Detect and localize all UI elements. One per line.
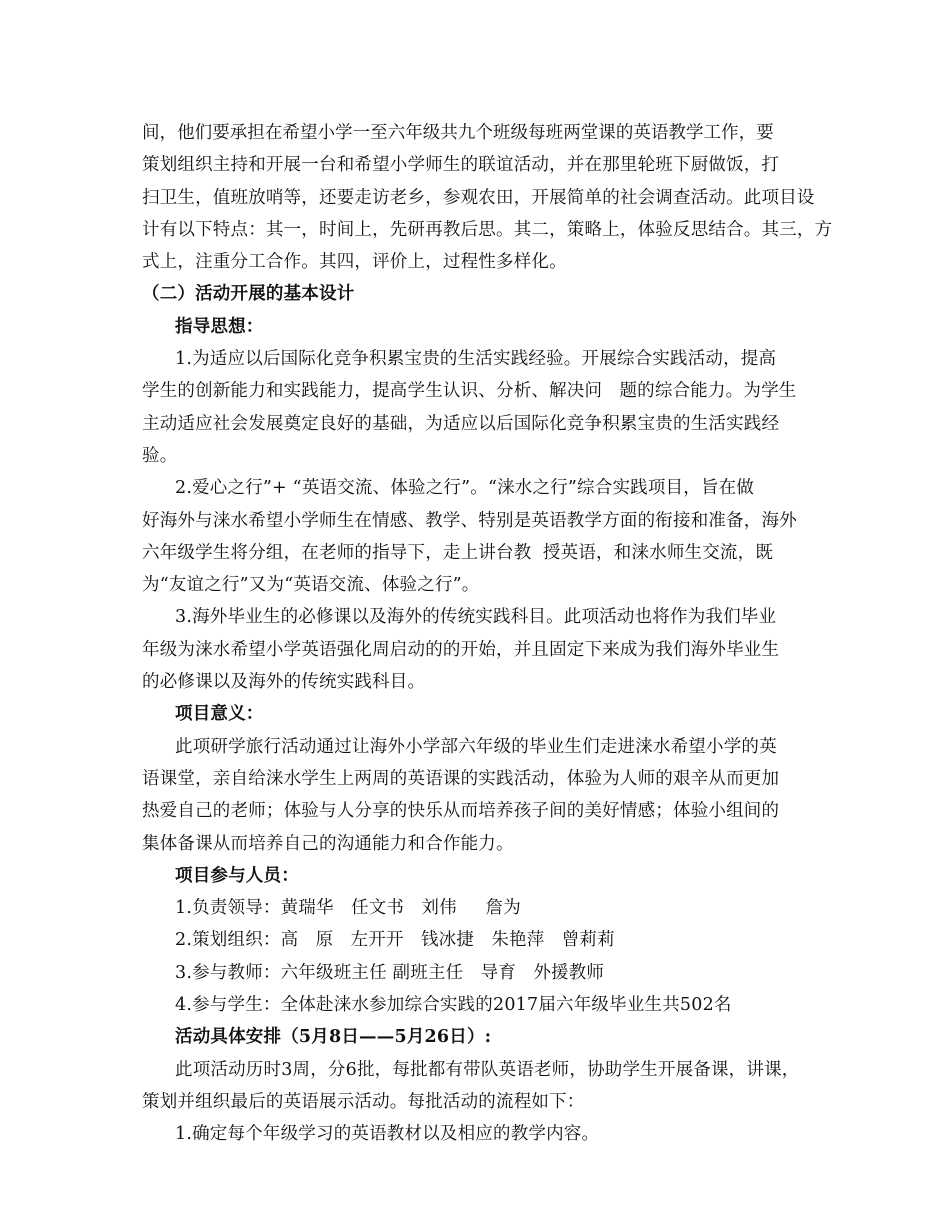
body-text-line: 扫卫生，值班放哨等，还要走访老乡，参观农田，开展简单的社会调查活动。此项目设 xyxy=(142,187,815,208)
significance-line: 语课堂，亲自给涞水学生上两周的英语课的实践活动，体验为人师的艰辛从而更加 xyxy=(142,768,780,789)
subheading-schedule: 活动具体安排（5月8日——5月26日）: xyxy=(175,1027,492,1048)
guiding-item-1-line: 主动适应社会发展奠定良好的基础，为适应以后国际化竞争积累宝贵的生活实践经 xyxy=(142,413,780,434)
subheading-project-significance: 项目意义： xyxy=(175,704,264,725)
participant-item: 3.参与教师：六年级班主任 副班主任 导育 外援教师 xyxy=(175,962,605,983)
guiding-item-2-line: 为“友谊之行”又为“英语交流、体验之行”。 xyxy=(142,575,480,596)
participant-item: 2.策划组织：高 原 左开开 钱冰捷 朱艳萍 曾莉莉 xyxy=(175,930,615,951)
guiding-item-2-line: 好海外与涞水希望小学师生在情感、教学、特别是英语教学方面的衔接和准备，海外 xyxy=(142,510,797,531)
guiding-item-3-line: 的必修课以及海外的传统实践科目。 xyxy=(142,672,426,693)
guiding-item-2-line: 六年级学生将分组，在老师的指导下，走上讲台教 授英语，和涞水师生交流，既 xyxy=(142,542,774,563)
significance-line: 热爱自己的老师；体验与人分享的快乐从而培养孩子间的美好情感；体验小组间的 xyxy=(142,801,780,822)
schedule-intro-line: 此项活动历时3周，分6批，每批都有带队英语老师，协助学生开展备课，讲课， xyxy=(175,1059,800,1080)
schedule-intro-line: 策划并组织最后的英语展示活动。每批活动的流程如下： xyxy=(142,1091,585,1112)
body-text-line: 计有以下特点：其一，时间上，先研再教后思。其二，策略上，体验反思结合。其三，方 xyxy=(142,219,833,240)
guiding-item-3-line: 年级为涞水希望小学英语强化周启动的的开始，并且固定下来成为我们海外毕业生 xyxy=(142,639,780,660)
guiding-item-2-line: 2.爱心之行”+ “英语交流、体验之行”。“涞水之行”综合实践项目，旨在做 xyxy=(175,478,755,499)
significance-line: 此项研学旅行活动通过让海外小学部六年级的毕业生们走进涞水希望小学的英 xyxy=(175,736,777,757)
guiding-item-1-line: 学生的创新能力和实践能力，提高学生认识、分析、解决问 题的综合能力。为学生 xyxy=(142,381,797,402)
body-text-line: 式上，注重分工合作。其四，评价上，过程性多样化。 xyxy=(142,252,567,273)
subheading-guiding-ideas: 指导思想： xyxy=(175,316,264,337)
body-text-line: 间，他们要承担在希望小学一至六年级共九个班级每班两堂课的英语教学工作，要 xyxy=(142,123,774,143)
body-text-line: 策划组织主持和开展一台和希望小学师生的联谊活动，并在那里轮班下厨做饭，打 xyxy=(142,155,780,176)
subheading-participants: 项目参与人员： xyxy=(175,865,299,886)
guiding-item-3-line: 3.海外毕业生的必修课以及海外的传统实践科目。此项活动也将作为我们毕业 xyxy=(175,607,777,628)
section-heading: （二）活动开展的基本设计 xyxy=(142,284,355,305)
schedule-step-1: 1.确定每个年级学习的英语教材以及相应的教学内容。 xyxy=(175,1124,600,1145)
document-body xyxy=(142,117,833,1151)
guiding-item-1-line: 1.为适应以后国际化竞争积累宝贵的生活实践经验。开展综合实践活动，提高 xyxy=(175,349,777,370)
participant-item: 4.参与学生：全体赴涞水参加综合实践的2017届六年级毕业生共502名 xyxy=(175,995,732,1016)
guiding-item-1-line: 验。 xyxy=(142,445,178,466)
participant-item: 1.负责领导：黄瑞华 任文书 刘伟 詹为 xyxy=(175,898,521,919)
significance-line: 集体备课从而培养自己的沟通能力和合作能力。 xyxy=(142,833,514,854)
